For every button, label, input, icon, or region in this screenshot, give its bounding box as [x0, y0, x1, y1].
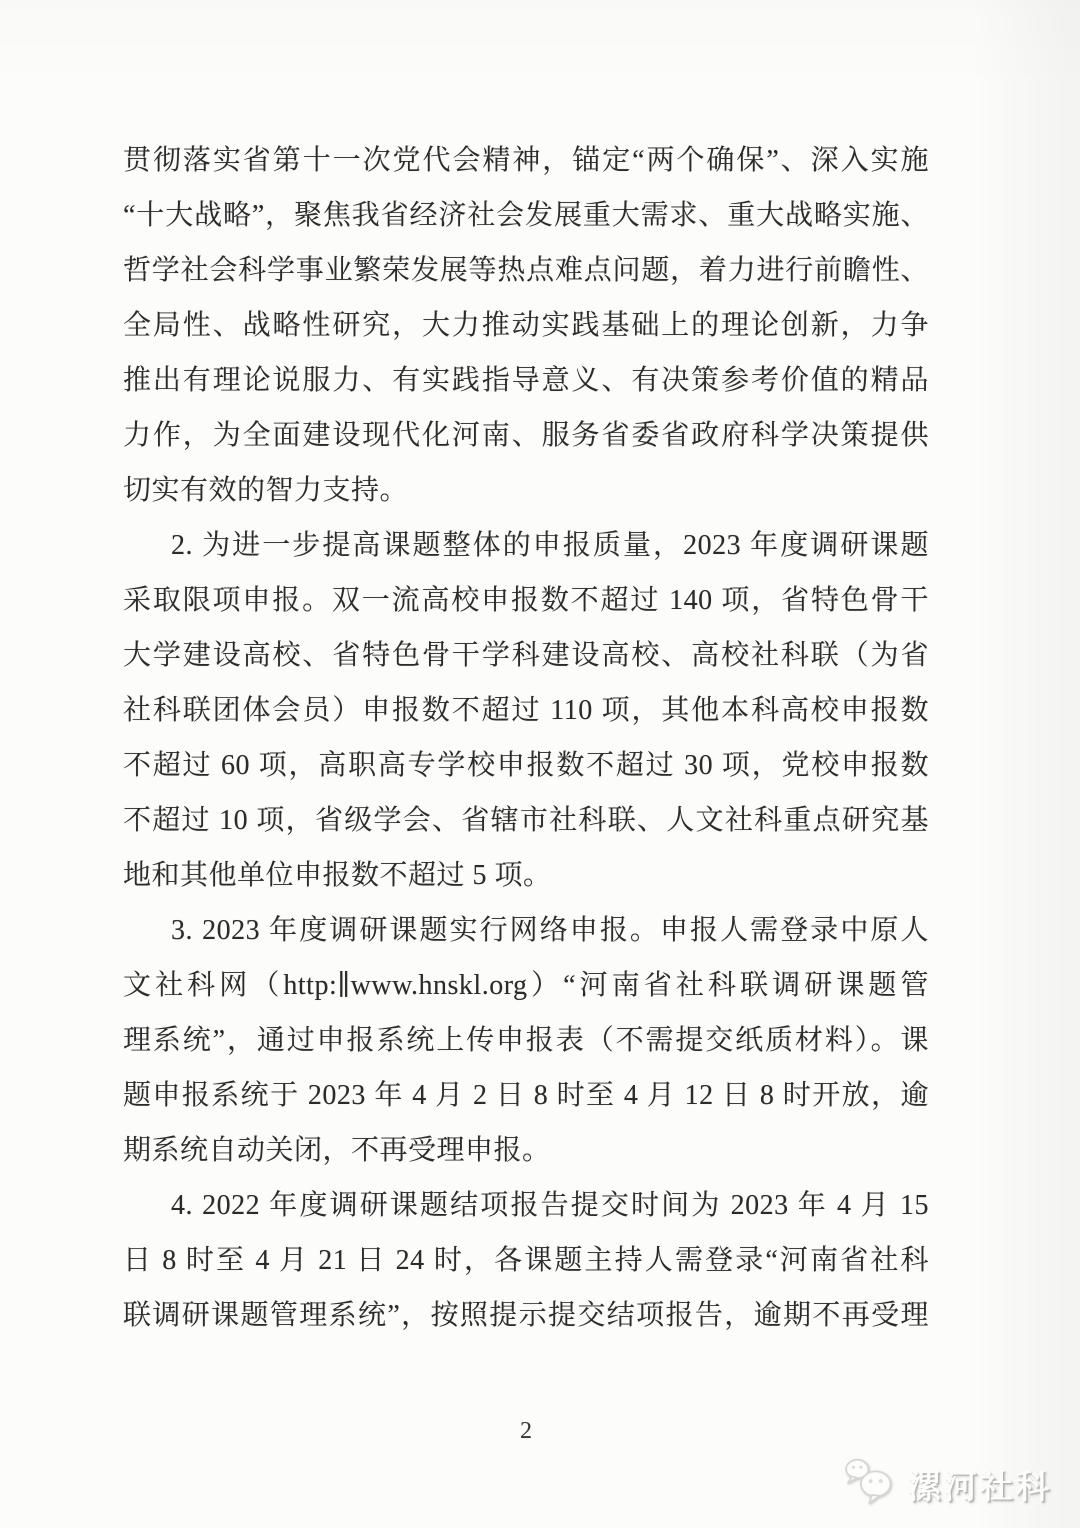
text-line: “十大战略”，聚焦我省经济社会发展重大需求、重大战略实施、: [123, 200, 929, 231]
text-line: 贯彻落实省第十一次党代会精神，锚定“两个确保”、深入实施: [123, 145, 929, 176]
text-line: 推出有理论说服力、有实践指导意义、有决策参考价值的精品: [123, 365, 929, 396]
paragraph: [123, 903, 929, 1178]
text-line: 文社科网（http:∥www.hnskl.org）“河南省社科联调研课题管: [123, 970, 929, 1001]
page-number: 2: [520, 1418, 532, 1444]
watermark: [844, 1458, 1052, 1511]
text-line: 2. 为进一步提高课题整体的申报质量，2023 年度调研课题: [171, 530, 929, 561]
text-line: 大学建设高校、省特色骨干学科建设高校、高校社科联（为省: [123, 640, 929, 671]
text-line: 期系统自动关闭，不再受理申报。: [123, 1135, 551, 1166]
paragraph: [123, 133, 929, 518]
text-line: 地和其他单位申报数不超过 5 项。: [123, 860, 552, 891]
text-line: 哲学社会科学事业繁荣发展等热点难点问题，着力进行前瞻性、: [123, 255, 929, 286]
text-line: 采取限项申报。双一流高校申报数不超过 140 项，省特色骨干: [123, 585, 929, 616]
text-line: 联调研课题管理系统”，按照提示提交结项报告，逾期不再受理: [123, 1300, 929, 1331]
text-line: 不超过 60 项，高职高专学校申报数不超过 30 项，党校申报数: [123, 750, 929, 781]
document-body: [123, 133, 929, 1343]
text-line: 理系统”，通过申报系统上传申报表（不需提交纸质材料）。课: [123, 1025, 929, 1056]
text-line: 切实有效的智力支持。: [123, 475, 409, 506]
text-line: 4. 2022 年度调研课题结项报告提交时间为 2023 年 4 月 15: [171, 1190, 929, 1221]
text-line: 不超过 10 项，省级学会、省辖市社科联、人文社科重点研究基: [123, 805, 929, 836]
text-line: 力作，为全面建设现代化河南、服务省委省政府科学决策提供: [123, 420, 929, 451]
text-line: 社科联团体会员）申报数不超过 110 项，其他本科高校申报数: [123, 695, 929, 726]
text-line: 全局性、战略性研究，大力推动实践基础上的理论创新，力争: [123, 310, 929, 341]
text-line: 题申报系统于 2023 年 4 月 2 日 8 时至 4 月 12 日 8 时开放，逾: [123, 1080, 929, 1111]
paragraph: [123, 1178, 929, 1343]
wechat-icon: [844, 1458, 900, 1511]
paragraph: [123, 518, 929, 903]
text-line: 3. 2023 年度调研课题实行网络申报。申报人需登录中原人: [171, 915, 929, 946]
text-line: 日 8 时至 4 月 21 日 24 时，各课题主持人需登录“河南省社科: [123, 1245, 929, 1276]
watermark-label: 漯河社科: [908, 1468, 1052, 1505]
